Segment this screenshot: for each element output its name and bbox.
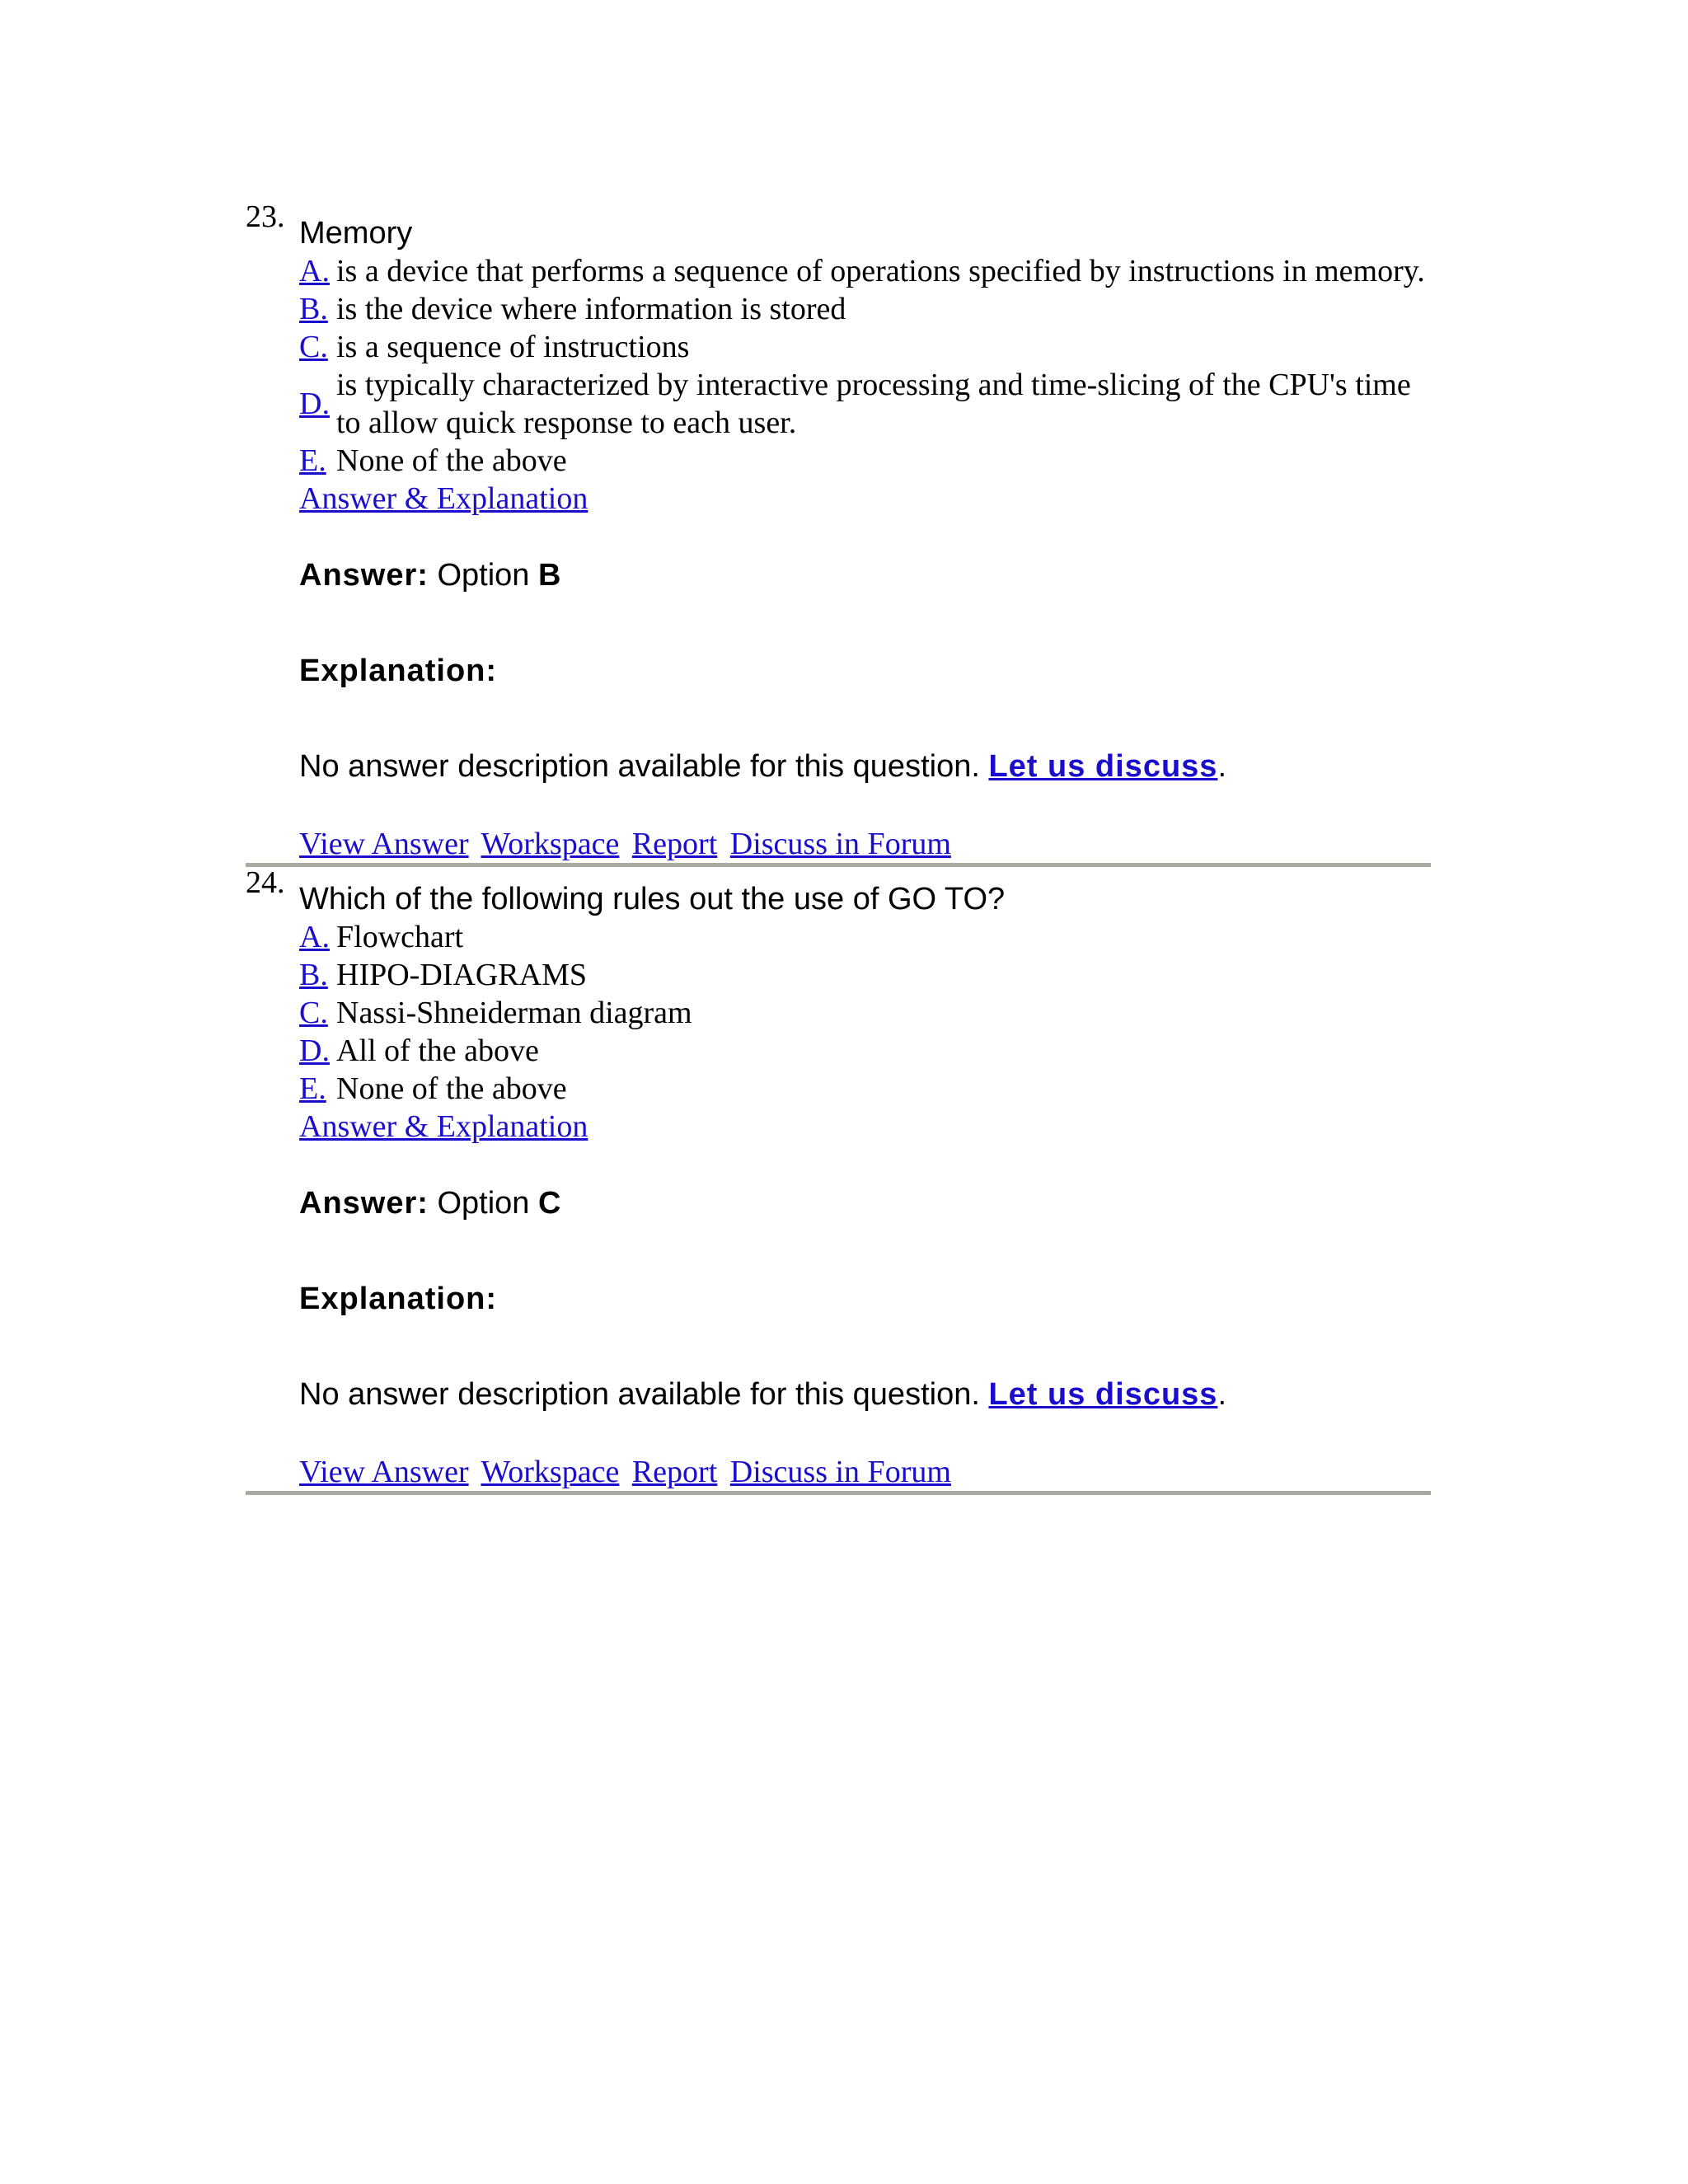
answer-label: Answer: [299, 558, 429, 593]
answer-line [299, 556, 1431, 594]
option-text: None of the above [336, 443, 567, 478]
option-d-link[interactable]: D. [299, 1033, 330, 1068]
option-e-link[interactable]: E. [299, 1071, 326, 1106]
explanation-text [299, 1376, 1431, 1413]
report-link[interactable]: Report [631, 827, 718, 861]
option-b-link[interactable]: B. [299, 958, 328, 992]
explanation-period: . [1217, 749, 1226, 784]
footer-links [299, 1453, 1431, 1491]
question-number: 23. [246, 199, 285, 234]
explanation-body: No answer description available for this question. [299, 749, 980, 784]
question-divider [246, 1491, 1431, 1495]
answer-prefix: Option [437, 558, 530, 593]
option-a-link[interactable]: A. [299, 254, 330, 288]
option-text: is typically characterized by interactive processing and time-slicing of the CPU's time to allow quick response to each user. [336, 368, 1411, 440]
answer-explanation-link[interactable]: Answer & Explanation [299, 1109, 588, 1144]
option-e-link[interactable]: E. [299, 443, 326, 478]
workspace-link[interactable]: Workspace [481, 827, 620, 861]
answer-option: B [538, 558, 561, 593]
answer-label: Answer: [299, 1186, 429, 1221]
discuss-in-forum-link[interactable]: Discuss in Forum [729, 1455, 951, 1489]
question-number: 24. [246, 865, 285, 900]
option-text: is a device that performs a sequence of operations specified by instructions in memory. [336, 254, 1425, 288]
option-text: Nassi-Shneiderman diagram [336, 996, 692, 1030]
discuss-in-forum-link[interactable]: Discuss in Forum [729, 827, 951, 861]
option-row [299, 442, 1431, 480]
option-row [299, 918, 1431, 956]
option-row [299, 366, 1431, 442]
option-text: Flowchart [336, 920, 464, 954]
explanation-text [299, 748, 1431, 785]
explanation-body: No answer description available for this question. [299, 1377, 980, 1412]
option-b-link[interactable]: B. [299, 292, 328, 326]
option-row [299, 252, 1431, 290]
question-text: Memory [299, 216, 413, 251]
explanation-period: . [1217, 1377, 1226, 1412]
answer-option: C [538, 1186, 561, 1221]
quiz-page [246, 201, 1431, 1495]
option-row [299, 328, 1431, 366]
answer-prefix: Option [437, 1186, 530, 1221]
option-text: All of the above [336, 1033, 539, 1068]
option-c-link[interactable]: C. [299, 330, 328, 364]
option-d-link[interactable]: D. [299, 387, 330, 421]
option-row [299, 956, 1431, 994]
answer-line [299, 1184, 1431, 1222]
option-text: HIPO-DIAGRAMS [336, 958, 588, 992]
question-24 [246, 867, 1431, 1495]
report-link[interactable]: Report [631, 1455, 718, 1489]
let-us-discuss-link[interactable]: Let us discuss [988, 749, 1218, 784]
workspace-link[interactable]: Workspace [481, 1455, 620, 1489]
view-answer-link[interactable]: View Answer [299, 827, 469, 861]
option-row [299, 994, 1431, 1032]
options-list [299, 918, 1431, 1108]
question-23 [246, 201, 1431, 867]
option-a-link[interactable]: A. [299, 920, 330, 954]
option-text: is the device where information is stored [336, 292, 846, 326]
options-list [299, 252, 1431, 480]
option-text: is a sequence of instructions [336, 330, 690, 364]
explanation-title: Explanation: [299, 654, 498, 688]
answer-explanation-link[interactable]: Answer & Explanation [299, 481, 588, 516]
option-text: None of the above [336, 1071, 567, 1106]
option-c-link[interactable]: C. [299, 996, 328, 1030]
footer-links [299, 825, 1431, 863]
explanation-title: Explanation: [299, 1282, 498, 1316]
option-row [299, 1032, 1431, 1070]
option-row [299, 290, 1431, 328]
let-us-discuss-link[interactable]: Let us discuss [988, 1377, 1218, 1412]
question-text: Which of the following rules out the use of GO TO? [299, 882, 1006, 916]
view-answer-link[interactable]: View Answer [299, 1455, 469, 1489]
option-row [299, 1070, 1431, 1108]
